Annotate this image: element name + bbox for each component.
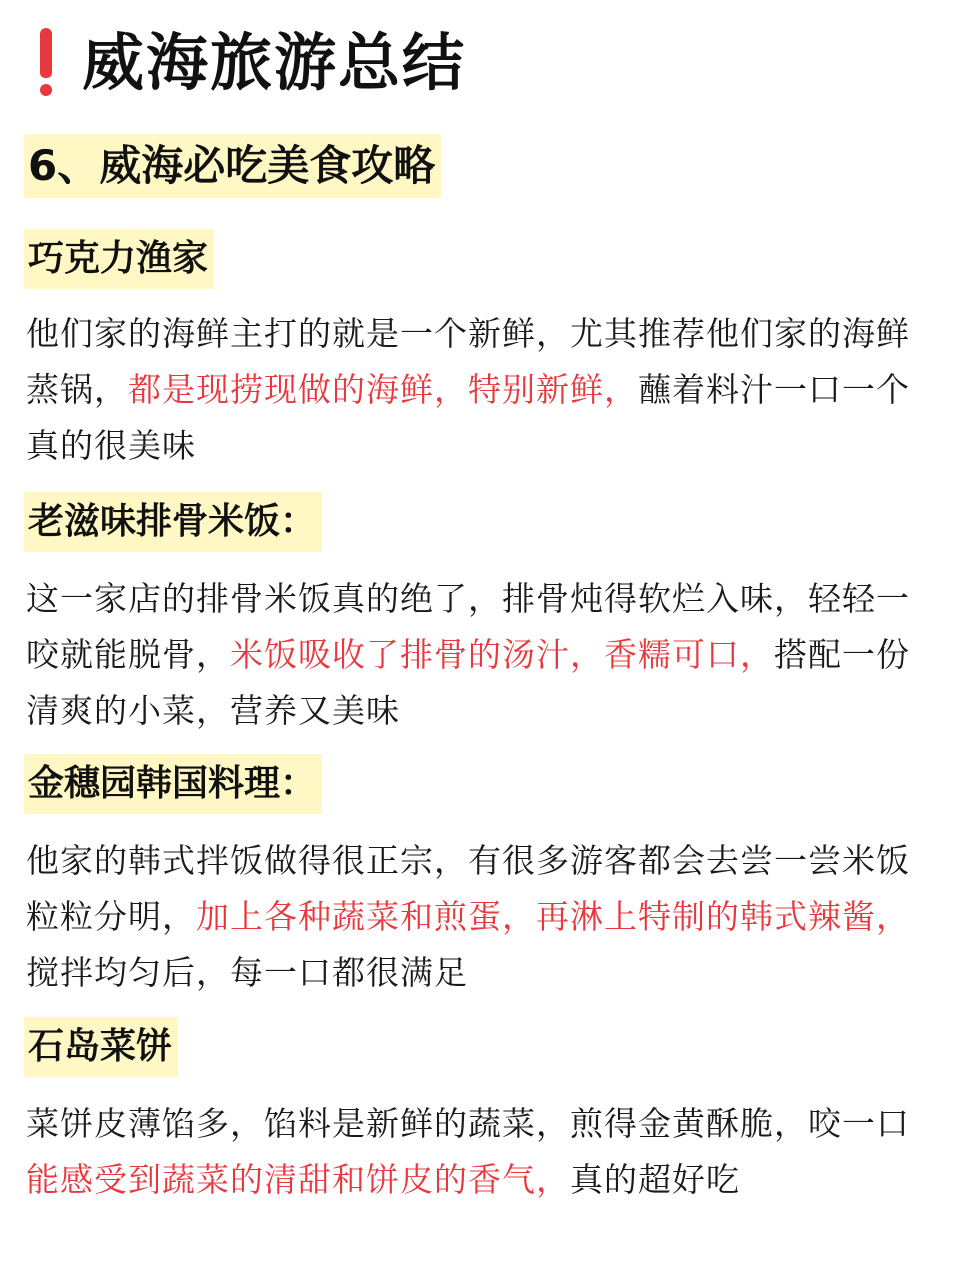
restaurant-name-1: 巧克力渔家 bbox=[24, 229, 214, 289]
exclamation-icon bbox=[38, 14, 52, 100]
restaurant-description-3 bbox=[26, 833, 916, 1001]
description-highlight: 能感受到蔬菜的清甜和饼皮的香气， bbox=[26, 1160, 570, 1199]
description-highlight: 米饭吸收了排骨的汤汁，香糯可口， bbox=[230, 635, 774, 674]
page-title: 威海旅游总结 bbox=[82, 25, 467, 99]
restaurant-name-4: 石岛菜饼 bbox=[24, 1017, 178, 1077]
description-text: 他家的韩式拌饭做得很正宗，有很多游客都会去尝一尝米饭粒粒分明， bbox=[26, 841, 910, 936]
description-text: 搭配一份清爽的小菜，营养又美味 bbox=[26, 635, 910, 730]
description-text: 搅拌均匀后，每一口都很满足 bbox=[26, 953, 468, 992]
section-heading: 6、威海必吃美食攻略 bbox=[24, 134, 441, 198]
restaurant-name-3: 金穗园韩国料理： bbox=[24, 754, 322, 814]
description-text: 这一家店的排骨米饭真的绝了，排骨炖得软烂入味，轻轻一咬就能脱骨， bbox=[26, 579, 910, 674]
description-highlight: 都是现捞现做的海鲜，特别新鲜， bbox=[128, 370, 638, 409]
restaurant-description-4 bbox=[26, 1096, 916, 1208]
restaurant-name-2: 老滋味排骨米饭： bbox=[24, 492, 322, 552]
description-highlight: 加上各种蔬菜和煎蛋，再淋上特制的韩式辣酱， bbox=[196, 897, 910, 936]
restaurant-description-2 bbox=[26, 571, 916, 739]
description-text: 真的超好吃 bbox=[570, 1160, 740, 1199]
description-text: 蘸着料汁一口一个真的很美味 bbox=[26, 370, 910, 465]
restaurant-description-1 bbox=[26, 306, 916, 474]
description-text: 他们家的海鲜主打的就是一个新鲜，尤其推荐他们家的海鲜蒸锅， bbox=[26, 314, 910, 409]
description-text: 菜饼皮薄馅多，馅料是新鲜的蔬菜，煎得金黄酥脆，咬一口 bbox=[26, 1104, 910, 1143]
title-row bbox=[38, 14, 466, 100]
